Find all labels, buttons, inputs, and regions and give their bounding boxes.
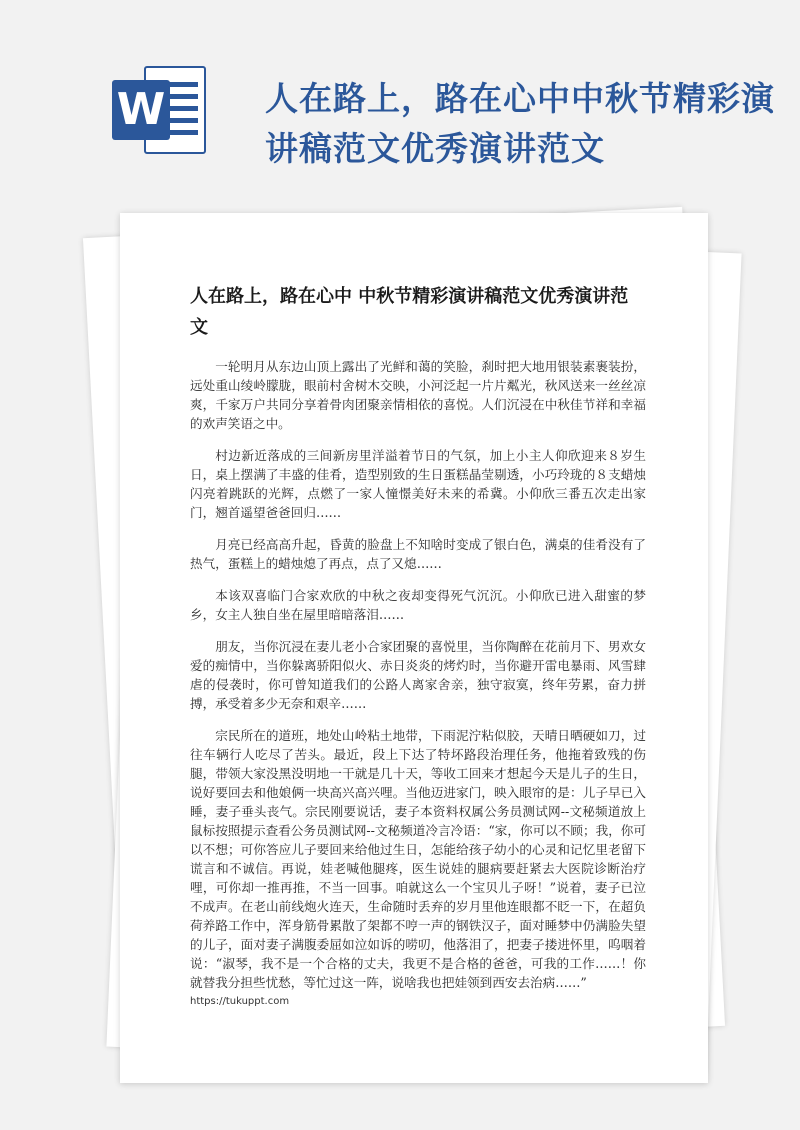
paragraph: 一轮明月从东边山顶上露出了光鲜和蔼的笑脸，刹时把大地用银装素裹装扮，远处重山绫岭朦胧，眼前村舍树木交映，小河泛起一片片粼光，秋风送来一丝丝凉爽，千家万户共同分享着骨肉团聚亲情相依的喜悦。人们沉浸在中秋佳节祥和幸福的欢声笑语之中。: [190, 359, 646, 431]
document-body: [190, 357, 646, 1005]
footer-url[interactable]: https://tukuppt.com: [190, 996, 290, 1007]
header-title: 人在路上，路在心中中秋节精彩演讲稿范文优秀演讲范文: [265, 79, 775, 168]
document-page: [120, 213, 708, 1083]
paragraph: 本该双喜临门合家欢欣的中秋之夜却变得死气沉沉。小仰欣已进入甜蜜的梦乡，女主人独自坐在屋里暗暗落泪……: [190, 588, 646, 622]
paragraph: 月亮已经高高升起，昏黄的脸盘上不知啥时变成了银白色，满桌的佳肴没有了热气，蛋糕上的蜡烛熄了再点，点了又熄……: [190, 537, 646, 571]
paragraph: 村边新近落成的三间新房里洋溢着节日的气氛，加上小主人仰欣迎来８岁生日，桌上摆满了丰盛的佳肴，造型别致的生日蛋糕晶莹剔透，小巧玲珑的８支蜡烛闪亮着跳跃的光辉，点燃了一家人憧憬美好未来的希冀。小仰欣三番五次走出家门，翘首遥望爸爸回归……: [190, 448, 646, 520]
document-title: 人在路上，路在心中 中秋节精彩演讲稿范文优秀演讲范文: [190, 286, 629, 338]
paragraph: 宗民所在的道班，地处山岭粘土地带，下雨泥泞粘似胶，天晴日晒硬如刀，过往车辆行人吃尽了苦头。最近，段上下达了特坏路段治理任务，他拖着致残的伤腿，带领大家没黑没明地一干就是几十天，等收工回来才想起今天是儿子的生日，说好要回去和他娘俩一块高兴高兴哩。当他迈进家门，映入眼帘的是：儿子早已入睡，妻子垂头丧气。宗民刚要说话，妻子本资料权属公务员测试网--文秘频道放上鼠标按照提示查看公务员测试网--文秘频道冷言冷语：“家，你可以不顾；我，你可以不想；可你答应儿子要回来给他过生日，怎能给孩子幼小的心灵和记忆里老留下谎言和不诚信。再说，娃老喊他腿疼，医生说娃的腿病要赶紧去大医院诊断治疗哩，可你却一推再推，不当一回事。咱就这么一个宝贝儿子呀！”说着，妻子已泣不成声。在老山前线炮火连天，生命随时丢弃的岁月里他连眼都不眨一下，在超负荷养路工作中，浑身筋骨累散了架都不哼一声的钢铁汉子，面对睡梦中仍满脸失望的儿子，面对妻子满腹委屈如泣如诉的唠叨，他落泪了，把妻子搂进怀里，呜咽着说：“淑琴，我不是一个合格的丈夫，我更不是合格的爸爸，可我的工作……！你就替我分担些忧愁，等忙过这一阵，说啥我也把娃领到西安去治病……”: [190, 728, 646, 990]
header-banner: [0, 0, 800, 200]
word-document-icon: [112, 66, 210, 154]
word-logo-letter: W: [112, 80, 170, 140]
paragraph: 朋友，当你沉浸在妻儿老小合家团聚的喜悦里，当你陶醉在花前月下、男欢女爱的痴情中，当你躲离骄阳似火、赤日炎炎的烤灼时，当你避开雷电暴雨、风雪肆虐的侵袭时，你可曾知道我们的公路人离家舍亲，独守寂寞，终年劳累，奋力拼搏，承受着多少无奈和艰辛……: [190, 639, 646, 711]
